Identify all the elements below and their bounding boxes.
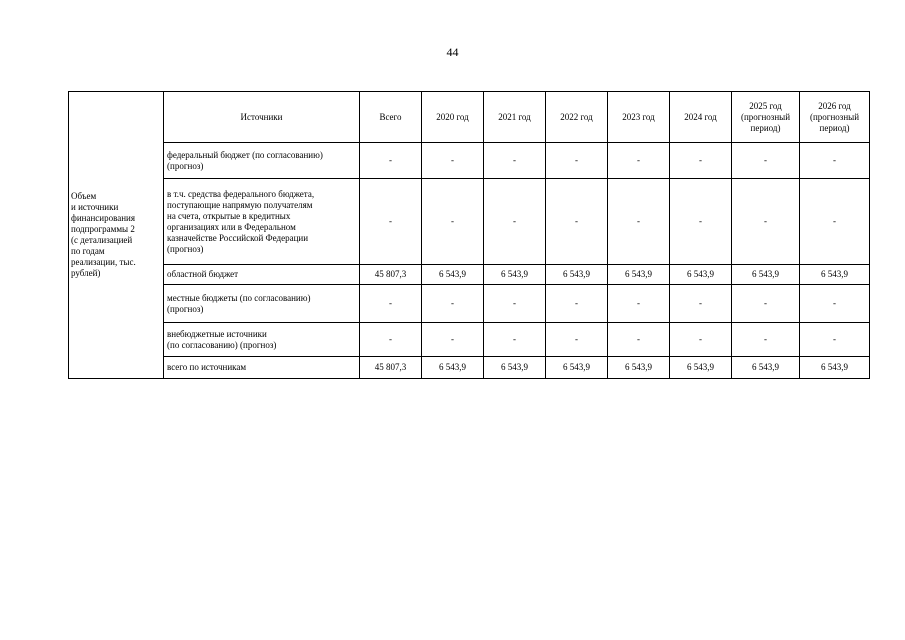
value-cell: 6 543,9 xyxy=(484,357,546,379)
column-header: 2025 год (прогнозный период) xyxy=(732,92,800,143)
value-cell: - xyxy=(484,143,546,179)
column-header: 2024 год xyxy=(670,92,732,143)
value-cell: 45 807,3 xyxy=(360,357,422,379)
table-row xyxy=(69,143,870,179)
source-cell: федеральный бюджет (по согласованию) (прогноз) xyxy=(164,143,360,179)
column-header: 2026 год (прогнозный период) xyxy=(800,92,870,143)
table-row xyxy=(69,323,870,357)
value-cell: - xyxy=(670,323,732,357)
value-cell: 6 543,9 xyxy=(546,357,608,379)
value-cell: - xyxy=(732,285,800,323)
source-cell: в т.ч. средства федерального бюджета, поступающие напрямую получателям на счета, открытые в кредитных организациях или в Федеральном казначействе Российской Федерации (прогноз) xyxy=(164,179,360,265)
value-cell: 6 543,9 xyxy=(800,357,870,379)
source-cell: областной бюджет xyxy=(164,265,360,285)
value-cell: - xyxy=(608,179,670,265)
value-cell: - xyxy=(484,323,546,357)
value-cell: - xyxy=(546,179,608,265)
column-header: 2021 год xyxy=(484,92,546,143)
source-cell: местные бюджеты (по согласованию) (прогноз) xyxy=(164,285,360,323)
column-header: 2020 год xyxy=(422,92,484,143)
table-row xyxy=(69,265,870,285)
value-cell: - xyxy=(800,143,870,179)
column-header: Источники xyxy=(164,92,360,143)
value-cell: - xyxy=(422,323,484,357)
value-cell: - xyxy=(546,285,608,323)
value-cell: 6 543,9 xyxy=(732,357,800,379)
source-cell: внебюджетные источники (по согласованию) (прогноз) xyxy=(164,323,360,357)
value-cell: - xyxy=(732,179,800,265)
header-row xyxy=(69,92,870,143)
value-cell: 6 543,9 xyxy=(546,265,608,285)
column-header: Всего xyxy=(360,92,422,143)
value-cell: - xyxy=(800,179,870,265)
value-cell: - xyxy=(800,323,870,357)
value-cell: - xyxy=(422,179,484,265)
value-cell: - xyxy=(422,143,484,179)
value-cell: - xyxy=(546,143,608,179)
value-cell: - xyxy=(732,323,800,357)
table-row xyxy=(69,285,870,323)
value-cell: 6 543,9 xyxy=(670,357,732,379)
value-cell: - xyxy=(484,285,546,323)
table-body xyxy=(69,92,870,379)
value-cell: - xyxy=(360,285,422,323)
value-cell: 45 807,3 xyxy=(360,265,422,285)
value-cell: 6 543,9 xyxy=(422,357,484,379)
value-cell: 6 543,9 xyxy=(732,265,800,285)
source-cell: всего по источникам xyxy=(164,357,360,379)
value-cell: - xyxy=(608,285,670,323)
value-cell: 6 543,9 xyxy=(608,357,670,379)
value-cell: - xyxy=(608,143,670,179)
value-cell: - xyxy=(800,285,870,323)
value-cell: - xyxy=(546,323,608,357)
row-header-cell: Объем и источники финансирования подпрограммы 2 (с детализацией по годам реализации, тыс. рублей) xyxy=(69,92,164,379)
value-cell: - xyxy=(608,323,670,357)
value-cell: - xyxy=(360,143,422,179)
value-cell: 6 543,9 xyxy=(422,265,484,285)
page-number: 44 xyxy=(446,45,459,59)
value-cell: - xyxy=(670,285,732,323)
value-cell: - xyxy=(422,285,484,323)
value-cell: 6 543,9 xyxy=(608,265,670,285)
value-cell: - xyxy=(484,179,546,265)
column-header: 2022 год xyxy=(546,92,608,143)
value-cell: - xyxy=(360,179,422,265)
table-row xyxy=(69,179,870,265)
table-row xyxy=(69,357,870,379)
financing-table xyxy=(68,91,870,379)
value-cell: 6 543,9 xyxy=(670,265,732,285)
value-cell: - xyxy=(670,143,732,179)
value-cell: - xyxy=(732,143,800,179)
value-cell: 6 543,9 xyxy=(484,265,546,285)
column-header: 2023 год xyxy=(608,92,670,143)
value-cell: - xyxy=(670,179,732,265)
value-cell: 6 543,9 xyxy=(800,265,870,285)
value-cell: - xyxy=(360,323,422,357)
